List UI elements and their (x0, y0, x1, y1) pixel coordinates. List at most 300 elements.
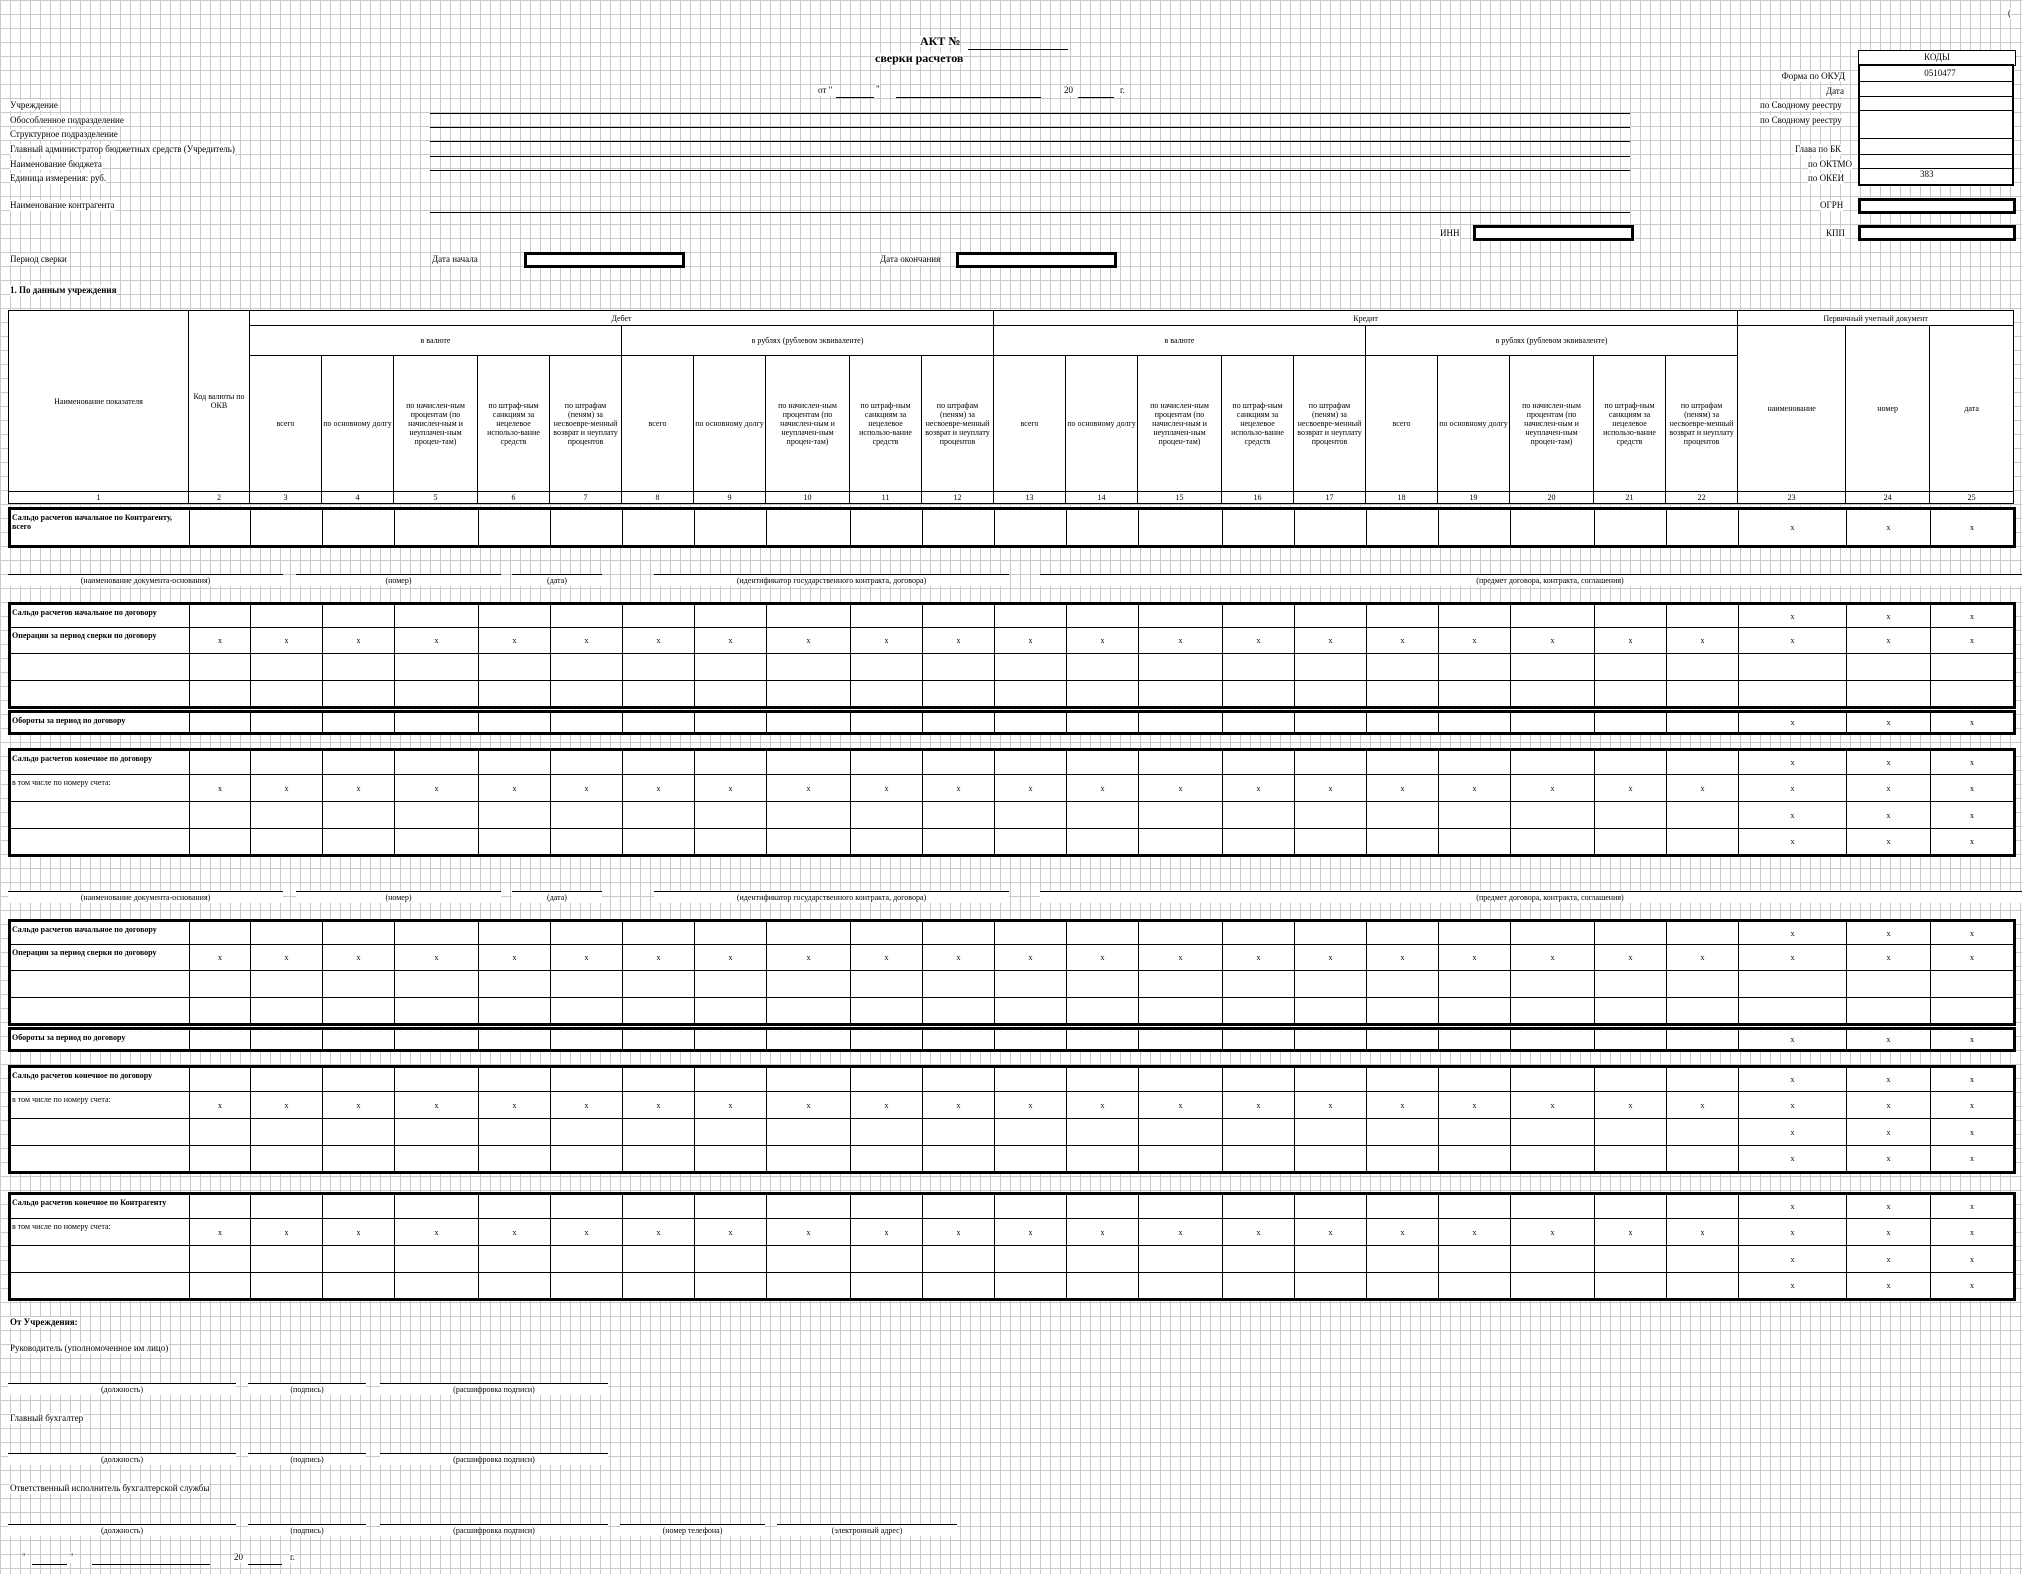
data-cell[interactable] (1295, 509, 1367, 547)
data-cell[interactable] (851, 998, 923, 1025)
data-cell[interactable] (395, 998, 479, 1025)
data-cell[interactable] (995, 971, 1067, 998)
data-cell[interactable] (551, 750, 623, 775)
data-cell[interactable] (695, 998, 767, 1025)
data-cell[interactable] (851, 604, 923, 628)
sig3-signature[interactable]: (подпись) (248, 1524, 366, 1536)
data-cell[interactable] (1367, 1194, 1439, 1219)
data-cell[interactable] (923, 750, 995, 775)
data-cell[interactable] (923, 802, 995, 829)
data-cell[interactable] (479, 604, 551, 628)
data-cell[interactable] (479, 750, 551, 775)
data-cell[interactable] (767, 802, 851, 829)
data-cell[interactable] (1223, 712, 1295, 734)
data-cell[interactable] (1511, 1194, 1595, 1219)
data-cell[interactable] (479, 971, 551, 998)
data-cell[interactable] (1223, 1119, 1295, 1146)
data-cell[interactable] (1223, 1146, 1295, 1173)
data-cell[interactable] (395, 1194, 479, 1219)
data-cell[interactable] (623, 1194, 695, 1219)
data-cell[interactable] (1295, 921, 1367, 945)
codes-value-okud[interactable]: 0510477 (1924, 68, 1956, 78)
data-cell[interactable] (695, 712, 767, 734)
data-cell[interactable] (479, 1273, 551, 1300)
data-cell[interactable] (1067, 998, 1139, 1025)
data-cell[interactable] (1367, 1119, 1439, 1146)
data-cell[interactable] (851, 1273, 923, 1300)
data-cell[interactable] (995, 681, 1067, 708)
data-cell[interactable] (1223, 1029, 1295, 1051)
data-cell[interactable] (1295, 1246, 1367, 1273)
data-cell[interactable] (1223, 1273, 1295, 1300)
data-cell[interactable] (1223, 654, 1295, 681)
data-cell[interactable] (251, 829, 323, 856)
data-cell[interactable] (1067, 712, 1139, 734)
data-cell[interactable] (1595, 509, 1667, 547)
data-cell[interactable] (1139, 1146, 1223, 1173)
data-cell[interactable] (1367, 1029, 1439, 1051)
data-cell[interactable] (1439, 1246, 1511, 1273)
data-cell[interactable] (923, 654, 995, 681)
data-cell[interactable] (695, 654, 767, 681)
data-cell[interactable] (1511, 1119, 1595, 1146)
data-cell[interactable] (767, 1067, 851, 1092)
data-cell[interactable] (1595, 921, 1667, 945)
data-cell[interactable] (851, 712, 923, 734)
data-cell[interactable] (851, 829, 923, 856)
data-cell[interactable] (479, 1067, 551, 1092)
data-cell[interactable] (767, 1246, 851, 1273)
sig1-position[interactable]: (должность) (8, 1383, 236, 1395)
data-cell[interactable] (479, 802, 551, 829)
data-cell[interactable] (1223, 802, 1295, 829)
data-cell[interactable] (1439, 1273, 1511, 1300)
data-cell[interactable] (551, 998, 623, 1025)
data-cell[interactable] (479, 921, 551, 945)
data-cell[interactable] (923, 712, 995, 734)
data-cell[interactable] (190, 712, 251, 734)
data-cell[interactable] (1595, 604, 1667, 628)
data-cell[interactable] (1667, 1119, 1739, 1146)
data-cell[interactable] (395, 712, 479, 734)
data-cell[interactable] (479, 712, 551, 734)
data-cell[interactable] (551, 604, 623, 628)
data-cell[interactable] (623, 654, 695, 681)
data-cell[interactable] (251, 1146, 323, 1173)
data-cell[interactable] (1511, 1146, 1595, 1173)
data-cell[interactable] (767, 509, 851, 547)
data-cell[interactable] (551, 1273, 623, 1300)
data-cell[interactable] (1511, 921, 1595, 945)
data-cell[interactable] (767, 654, 851, 681)
data-cell[interactable] (1295, 1067, 1367, 1092)
data-cell[interactable] (767, 604, 851, 628)
data-cell[interactable] (190, 509, 251, 547)
data-cell[interactable] (923, 1273, 995, 1300)
data-cell[interactable] (190, 829, 251, 856)
data-cell[interactable] (1367, 802, 1439, 829)
data-cell[interactable] (551, 1146, 623, 1173)
data-cell[interactable] (995, 654, 1067, 681)
data-cell[interactable] (479, 1119, 551, 1146)
data-cell[interactable] (1595, 712, 1667, 734)
data-cell[interactable] (1295, 654, 1367, 681)
data-cell[interactable] (1223, 750, 1295, 775)
data-cell[interactable] (851, 681, 923, 708)
data-cell[interactable] (1367, 681, 1439, 708)
data-cell[interactable] (695, 971, 767, 998)
data-cell[interactable] (1739, 998, 1847, 1025)
data-cell[interactable] (995, 998, 1067, 1025)
date-year-line[interactable] (1078, 84, 1114, 98)
data-cell[interactable] (1667, 1146, 1739, 1173)
data-cell[interactable] (923, 1029, 995, 1051)
contract2-caption-2[interactable]: (дата) (512, 891, 602, 903)
data-cell[interactable] (1139, 921, 1223, 945)
data-cell[interactable] (1367, 1146, 1439, 1173)
data-cell[interactable] (767, 750, 851, 775)
data-cell[interactable] (1367, 654, 1439, 681)
data-cell[interactable] (1667, 998, 1739, 1025)
data-cell[interactable] (695, 1029, 767, 1051)
data-cell[interactable] (190, 1246, 251, 1273)
act-number-line[interactable] (968, 36, 1068, 50)
data-cell[interactable] (323, 1146, 395, 1173)
data-cell[interactable] (1667, 1194, 1739, 1219)
data-cell[interactable] (1139, 654, 1223, 681)
data-cell[interactable] (323, 654, 395, 681)
data-cell[interactable] (1295, 712, 1367, 734)
data-cell[interactable] (623, 509, 695, 547)
data-cell[interactable] (1067, 1119, 1139, 1146)
data-cell[interactable] (190, 1029, 251, 1051)
data-cell[interactable] (995, 1246, 1067, 1273)
data-cell[interactable] (623, 1119, 695, 1146)
data-cell[interactable] (1667, 921, 1739, 945)
sig-date-year-line[interactable] (248, 1551, 282, 1565)
data-cell[interactable] (1223, 604, 1295, 628)
field-line-structural-division[interactable] (430, 127, 1630, 142)
data-cell[interactable] (395, 750, 479, 775)
data-cell[interactable] (1067, 509, 1139, 547)
data-cell[interactable] (323, 1029, 395, 1051)
data-cell[interactable] (995, 509, 1067, 547)
data-cell[interactable] (695, 921, 767, 945)
data-cell[interactable] (623, 921, 695, 945)
data-cell[interactable] (1139, 971, 1223, 998)
data-cell[interactable] (395, 829, 479, 856)
data-cell[interactable] (1595, 802, 1667, 829)
data-cell[interactable] (323, 1194, 395, 1219)
data-cell[interactable] (623, 829, 695, 856)
data-cell[interactable] (851, 1194, 923, 1219)
data-cell[interactable] (1223, 509, 1295, 547)
data-cell[interactable] (1439, 681, 1511, 708)
field-line-budget[interactable] (430, 156, 1630, 171)
contract2-caption-3[interactable]: (идентификатор государственного контракта, договора) (654, 891, 1009, 903)
data-cell[interactable] (995, 1146, 1067, 1173)
data-cell[interactable] (395, 681, 479, 708)
data-cell[interactable] (695, 750, 767, 775)
data-cell[interactable] (1439, 998, 1511, 1025)
data-cell[interactable] (1439, 1029, 1511, 1051)
data-cell[interactable] (695, 1146, 767, 1173)
data-cell[interactable] (1139, 750, 1223, 775)
data-cell[interactable] (695, 1273, 767, 1300)
data-cell[interactable] (623, 802, 695, 829)
data-cell[interactable] (1067, 802, 1139, 829)
data-cell[interactable] (923, 681, 995, 708)
data-cell[interactable] (251, 1246, 323, 1273)
data-cell[interactable] (190, 681, 251, 708)
data-cell[interactable] (1595, 998, 1667, 1025)
data-cell[interactable] (1067, 604, 1139, 628)
data-cell[interactable] (1511, 998, 1595, 1025)
data-cell[interactable] (695, 1246, 767, 1273)
data-cell[interactable] (1595, 750, 1667, 775)
data-cell[interactable] (767, 1194, 851, 1219)
data-cell[interactable] (1595, 1273, 1667, 1300)
data-cell[interactable] (251, 681, 323, 708)
data-cell[interactable] (1511, 1029, 1595, 1051)
data-cell[interactable] (767, 998, 851, 1025)
data-cell[interactable] (1739, 681, 1847, 708)
data-cell[interactable] (623, 1246, 695, 1273)
data-cell[interactable] (1067, 829, 1139, 856)
data-cell[interactable] (623, 750, 695, 775)
data-cell[interactable] (479, 509, 551, 547)
data-cell[interactable] (251, 1119, 323, 1146)
data-cell[interactable] (623, 681, 695, 708)
data-cell[interactable] (1295, 1194, 1367, 1219)
data-cell[interactable] (251, 971, 323, 998)
data-cell[interactable] (479, 1146, 551, 1173)
codes-line-4[interactable] (1858, 110, 2012, 139)
data-cell[interactable] (1223, 971, 1295, 998)
data-cell[interactable] (1367, 750, 1439, 775)
data-cell[interactable] (551, 971, 623, 998)
data-cell[interactable] (851, 654, 923, 681)
data-cell[interactable] (1931, 681, 2015, 708)
data-cell[interactable] (767, 971, 851, 998)
data-cell[interactable] (1139, 998, 1223, 1025)
data-cell[interactable] (479, 998, 551, 1025)
data-cell[interactable] (767, 712, 851, 734)
data-cell[interactable] (923, 604, 995, 628)
data-cell[interactable] (1931, 998, 2015, 1025)
data-cell[interactable] (1667, 1246, 1739, 1273)
data-cell[interactable] (923, 921, 995, 945)
data-cell[interactable] (395, 1273, 479, 1300)
data-cell[interactable] (1667, 750, 1739, 775)
data-cell[interactable] (190, 1119, 251, 1146)
contract2-caption-1[interactable]: (номер) (296, 891, 501, 903)
data-cell[interactable] (1595, 1119, 1667, 1146)
sig3-decoding[interactable]: (расшифровка подписи) (380, 1524, 608, 1536)
data-cell[interactable] (923, 829, 995, 856)
field-line-institution[interactable] (430, 100, 1630, 114)
data-cell[interactable] (1667, 604, 1739, 628)
data-cell[interactable] (1367, 1273, 1439, 1300)
data-cell[interactable] (1595, 681, 1667, 708)
data-cell[interactable] (1367, 921, 1439, 945)
data-cell[interactable] (851, 1067, 923, 1092)
data-cell[interactable] (1847, 971, 1931, 998)
data-cell[interactable] (1367, 509, 1439, 547)
data-cell[interactable] (623, 1029, 695, 1051)
data-cell[interactable] (395, 921, 479, 945)
data-cell[interactable] (551, 1246, 623, 1273)
data-cell[interactable] (1139, 604, 1223, 628)
data-cell[interactable] (479, 1029, 551, 1051)
sig-date-day[interactable] (32, 1551, 67, 1565)
data-cell[interactable] (323, 712, 395, 734)
data-cell[interactable] (695, 1119, 767, 1146)
sig-date-month[interactable] (92, 1551, 210, 1565)
data-cell[interactable] (190, 1273, 251, 1300)
data-cell[interactable] (479, 654, 551, 681)
data-cell[interactable] (1139, 1029, 1223, 1051)
data-cell[interactable] (1511, 971, 1595, 998)
counterparty-line[interactable] (430, 198, 1630, 213)
data-cell[interactable] (251, 802, 323, 829)
sig2-decoding[interactable]: (расшифровка подписи) (380, 1453, 608, 1465)
data-cell[interactable] (851, 1146, 923, 1173)
contract2-caption-0[interactable]: (наименование документа-основания) (8, 891, 283, 903)
contract1-caption-2[interactable]: (дата) (512, 574, 602, 586)
data-cell[interactable] (395, 509, 479, 547)
data-cell[interactable] (251, 654, 323, 681)
data-cell[interactable] (1067, 971, 1139, 998)
data-cell[interactable] (1295, 1029, 1367, 1051)
inn-field[interactable] (1473, 225, 1634, 241)
data-cell[interactable] (1295, 604, 1367, 628)
data-cell[interactable] (1595, 1067, 1667, 1092)
field-line-chief-administrator[interactable] (430, 141, 1630, 157)
sig2-position[interactable]: (должность) (8, 1453, 236, 1465)
sig3-email[interactable]: (электронный адрес) (777, 1524, 957, 1536)
data-cell[interactable] (1139, 802, 1223, 829)
data-cell[interactable] (323, 971, 395, 998)
data-cell[interactable] (1439, 654, 1511, 681)
data-cell[interactable] (1439, 921, 1511, 945)
data-cell[interactable] (623, 1146, 695, 1173)
data-cell[interactable] (1511, 750, 1595, 775)
sig1-signature[interactable]: (подпись) (248, 1383, 366, 1395)
data-cell[interactable] (1595, 1246, 1667, 1273)
data-cell[interactable] (1067, 681, 1139, 708)
period-start-field[interactable] (524, 252, 685, 268)
data-cell[interactable] (1139, 509, 1223, 547)
data-cell[interactable] (1439, 1067, 1511, 1092)
data-cell[interactable] (1511, 1273, 1595, 1300)
data-cell[interactable] (1847, 998, 1931, 1025)
data-cell[interactable] (190, 1067, 251, 1092)
data-cell[interactable] (1595, 1194, 1667, 1219)
data-cell[interactable] (251, 750, 323, 775)
contract1-caption-3[interactable]: (идентификатор государственного контракта, договора) (654, 574, 1009, 586)
data-cell[interactable] (767, 829, 851, 856)
data-cell[interactable] (395, 654, 479, 681)
data-cell[interactable] (251, 998, 323, 1025)
data-cell[interactable] (551, 829, 623, 856)
data-cell[interactable] (479, 1194, 551, 1219)
sig3-phone[interactable]: (номер телефона) (620, 1524, 765, 1536)
data-cell[interactable] (1295, 681, 1367, 708)
data-cell[interactable] (1595, 829, 1667, 856)
data-cell[interactable] (551, 1119, 623, 1146)
data-cell[interactable] (479, 681, 551, 708)
data-cell[interactable] (395, 1067, 479, 1092)
data-cell[interactable] (1595, 1029, 1667, 1051)
data-cell[interactable] (190, 604, 251, 628)
data-cell[interactable] (395, 1246, 479, 1273)
sig1-decoding[interactable]: (расшифровка подписи) (380, 1383, 608, 1395)
data-cell[interactable] (1223, 681, 1295, 708)
data-cell[interactable] (251, 509, 323, 547)
data-cell[interactable] (995, 1029, 1067, 1051)
contract2-caption-4[interactable]: (предмет договора, контракта, соглашения) (1040, 891, 2022, 903)
data-cell[interactable] (1847, 654, 1931, 681)
data-cell[interactable] (551, 1194, 623, 1219)
data-cell[interactable] (395, 1029, 479, 1051)
data-cell[interactable] (851, 971, 923, 998)
data-cell[interactable] (1847, 681, 1931, 708)
data-cell[interactable] (323, 921, 395, 945)
data-cell[interactable] (551, 654, 623, 681)
data-cell[interactable] (1595, 971, 1667, 998)
data-cell[interactable] (695, 604, 767, 628)
data-cell[interactable] (479, 1246, 551, 1273)
data-cell[interactable] (323, 1119, 395, 1146)
data-cell[interactable] (1439, 802, 1511, 829)
data-cell[interactable] (767, 921, 851, 945)
data-cell[interactable] (1295, 1119, 1367, 1146)
data-cell[interactable] (395, 1146, 479, 1173)
kpp-field[interactable] (1858, 225, 2016, 241)
data-cell[interactable] (1439, 604, 1511, 628)
data-cell[interactable] (1367, 604, 1439, 628)
data-cell[interactable] (1439, 750, 1511, 775)
data-cell[interactable] (1223, 829, 1295, 856)
data-cell[interactable] (1295, 1273, 1367, 1300)
field-line-separate-division[interactable] (430, 113, 1630, 128)
data-cell[interactable] (1439, 1119, 1511, 1146)
data-cell[interactable] (1595, 1146, 1667, 1173)
data-cell[interactable] (190, 750, 251, 775)
data-cell[interactable] (1367, 998, 1439, 1025)
data-cell[interactable] (623, 1273, 695, 1300)
data-cell[interactable] (1067, 1146, 1139, 1173)
data-cell[interactable] (1139, 1273, 1223, 1300)
data-cell[interactable] (1295, 998, 1367, 1025)
data-cell[interactable] (1667, 509, 1739, 547)
data-cell[interactable] (851, 1119, 923, 1146)
data-cell[interactable] (251, 712, 323, 734)
data-cell[interactable] (323, 604, 395, 628)
date-month-line[interactable] (896, 84, 1041, 98)
data-cell[interactable] (251, 1194, 323, 1219)
data-cell[interactable] (1067, 921, 1139, 945)
data-cell[interactable] (190, 921, 251, 945)
data-cell[interactable] (1511, 509, 1595, 547)
data-cell[interactable] (251, 1067, 323, 1092)
data-cell[interactable] (1223, 1246, 1295, 1273)
data-cell[interactable] (851, 1246, 923, 1273)
data-cell[interactable] (1667, 971, 1739, 998)
data-cell[interactable] (1439, 509, 1511, 547)
data-cell[interactable] (1667, 829, 1739, 856)
